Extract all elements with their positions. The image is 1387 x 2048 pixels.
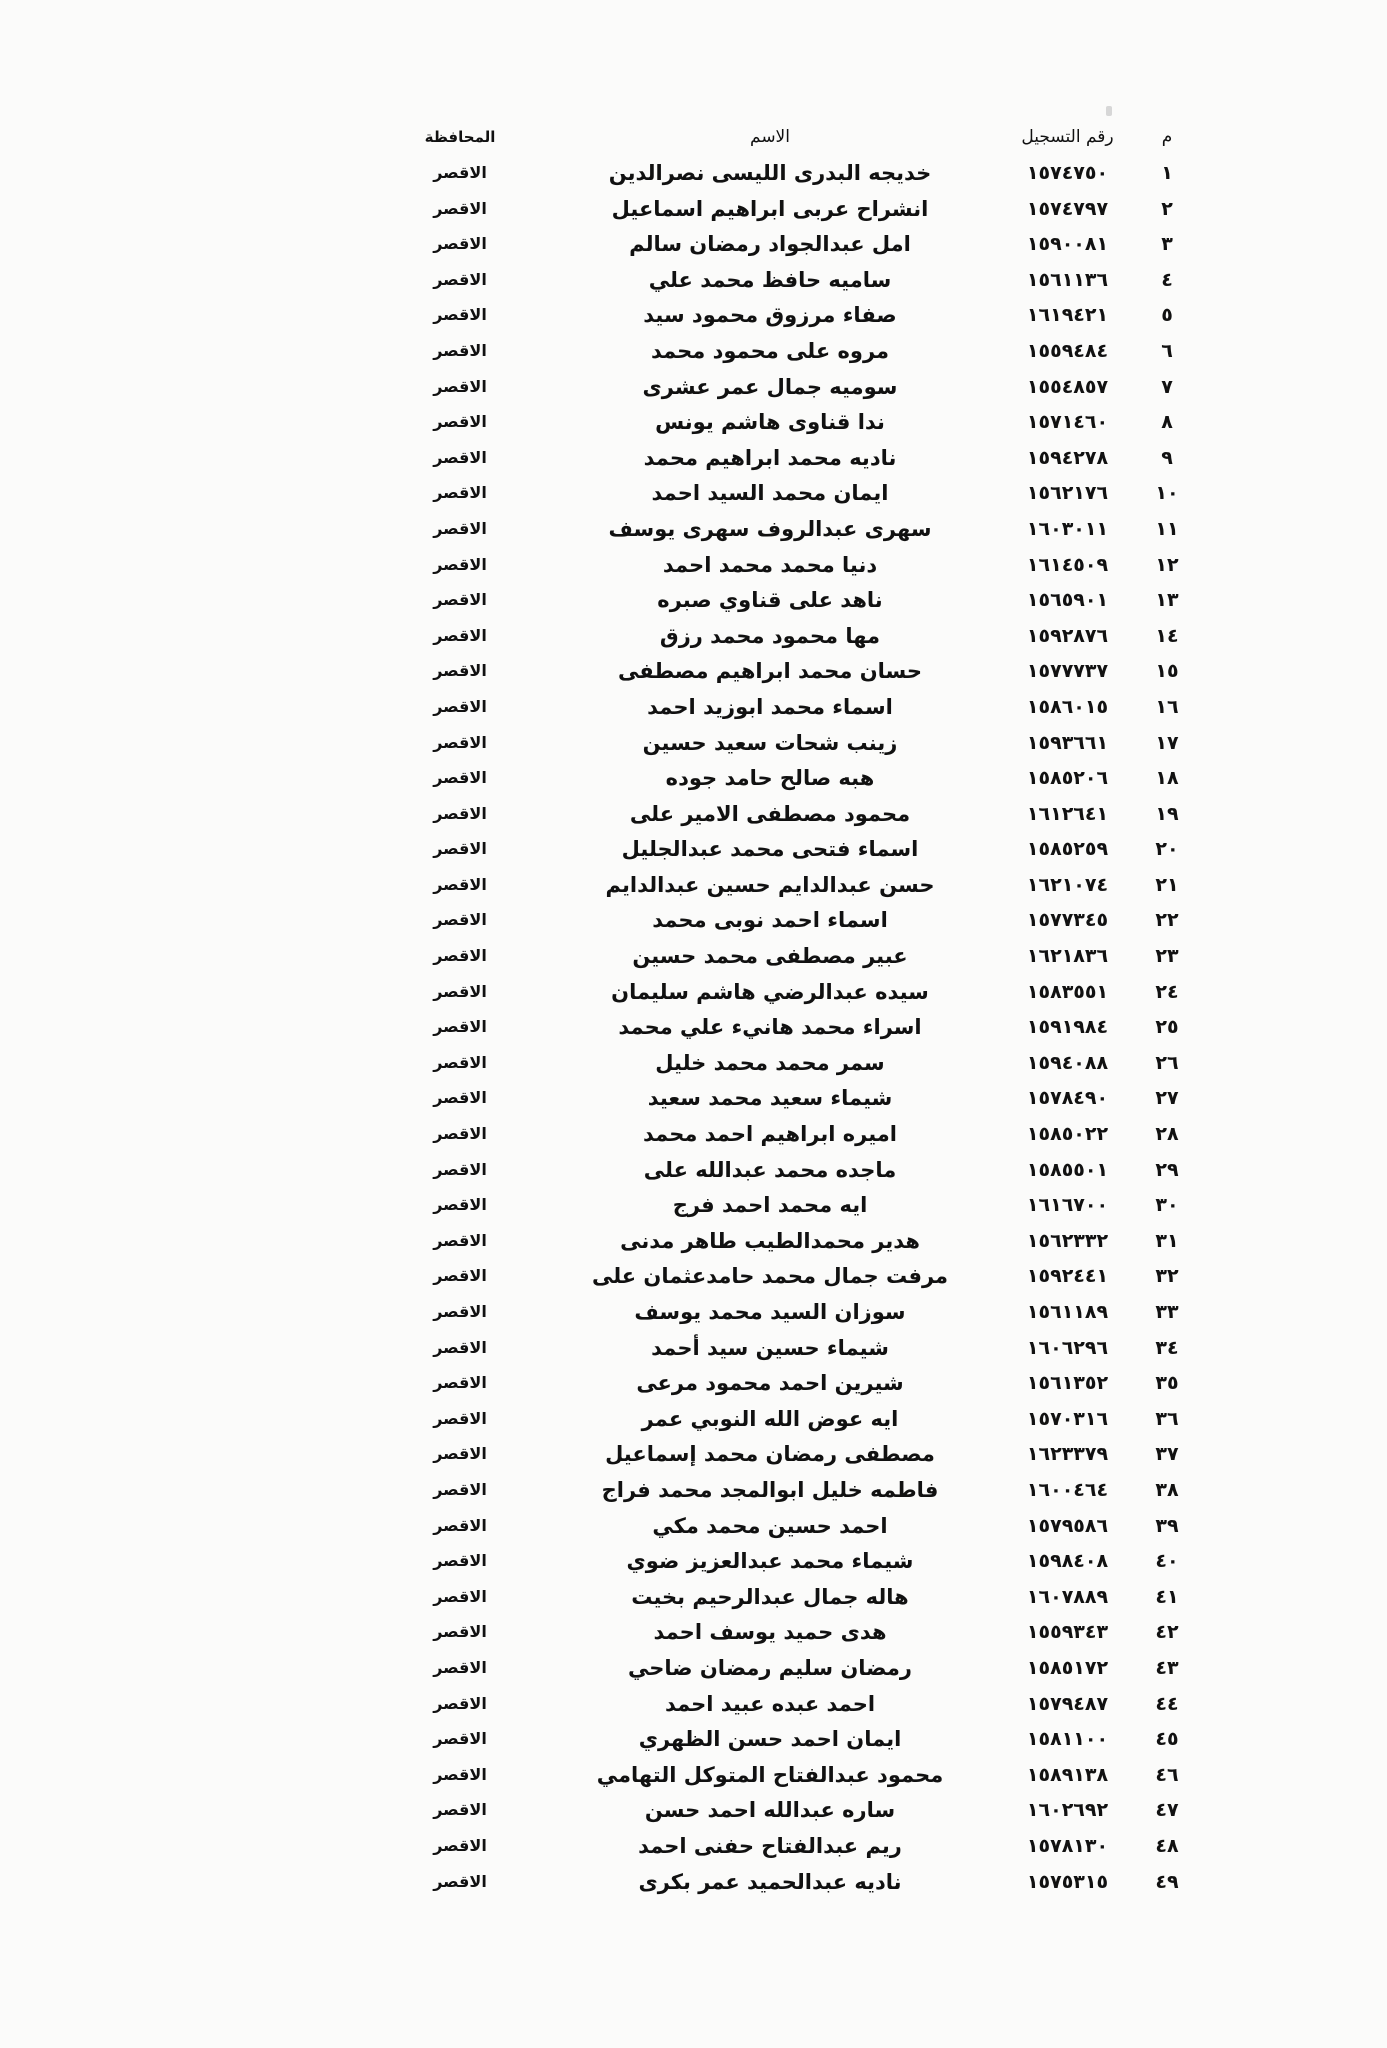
table-row	[395, 1724, 1185, 1760]
registration-number: ١٥٧٨٤٩٠	[1026, 1087, 1109, 1110]
person-name: ايه محمد احمد فرج	[672, 1193, 868, 1218]
governorate: الاقصر	[433, 696, 487, 716]
person-name: ماجده محمد عبدالله على	[643, 1157, 897, 1182]
registration-number: ١٥٧٥٣١٥	[1026, 1870, 1109, 1893]
row-number: ١٣	[1155, 589, 1179, 612]
row-number: ٢٢	[1155, 909, 1179, 932]
person-name: ساميه حافظ محمد علي	[648, 267, 892, 292]
table-row	[395, 1190, 1185, 1226]
person-name: ناديه عبدالحميد عمر بكرى	[638, 1869, 902, 1894]
governorate: الاقصر	[433, 1515, 487, 1535]
registration-number: ١٥٧٠٣١٦	[1026, 1407, 1109, 1430]
table-row	[395, 1795, 1185, 1831]
table-row	[395, 1867, 1185, 1903]
registration-number: ١٥٧٤٧٥٠	[1026, 162, 1109, 184]
registration-number: ١٥٥٤٨٥٧	[1026, 375, 1109, 398]
person-name: صفاء مرزوق محمود سيد	[643, 303, 897, 328]
governorate: الاقصر	[433, 340, 487, 360]
registration-number: ١٥٧٧٣٤٥	[1026, 909, 1109, 932]
governorate: الاقصر	[433, 376, 487, 396]
table-row	[395, 1439, 1185, 1475]
registration-number: ١٥٩٢٨٧٦	[1026, 624, 1109, 647]
table-row	[395, 870, 1185, 906]
row-number: ٤٦	[1155, 1763, 1179, 1786]
governorate: الاقصر	[433, 625, 487, 645]
registration-number: ١٦٢١٠٧٤	[1026, 873, 1109, 896]
person-name: ندا قناوى هاشم يونس	[655, 410, 885, 435]
person-name: محمود مصطفى الامير على	[629, 801, 911, 826]
row-number: ٣٣	[1155, 1301, 1179, 1323]
governorate: الاقصر	[433, 518, 487, 538]
registration-number: ١٥٩٤٢٧٨	[1026, 446, 1109, 469]
row-number: ٨	[1161, 411, 1173, 434]
governorate: الاقصر	[433, 1835, 487, 1855]
governorate: الاقصر	[433, 1408, 487, 1428]
table-header-row	[395, 122, 1185, 158]
governorate: الاقصر	[433, 1764, 487, 1784]
row-number: ١٦	[1155, 695, 1179, 718]
row-number: ١٧	[1155, 731, 1179, 754]
governorate: الاقصر	[433, 1373, 487, 1393]
table-row	[395, 799, 1185, 835]
row-number: ٣٢	[1155, 1265, 1179, 1288]
person-name: حسن عبدالدايم حسين عبدالدايم	[605, 872, 935, 897]
table-row	[395, 1226, 1185, 1262]
governorate: الاقصر	[433, 874, 487, 894]
person-name: محمود عبدالفتاح المتوكل التهامي	[596, 1762, 944, 1787]
row-number: ٢٠	[1155, 838, 1179, 861]
registration-number: ١٥٨٥٢٥٩	[1026, 838, 1109, 861]
registration-number: ١٦٠٠٤٦٤	[1026, 1478, 1109, 1501]
row-number: ٣٩	[1155, 1514, 1179, 1537]
registration-number: ١٥٦١٣٥٢	[1026, 1372, 1109, 1395]
governorate: الاقصر	[433, 1657, 487, 1677]
row-number: ٣٧	[1155, 1443, 1179, 1466]
table-row	[395, 1511, 1185, 1547]
table-row	[395, 763, 1185, 799]
governorate: الاقصر	[433, 661, 487, 681]
registration-roster-table	[395, 122, 1185, 1902]
registration-number: ١٥٧٩٤٨٧	[1026, 1692, 1109, 1715]
registration-number: ١٥٨٣٥٥١	[1026, 980, 1109, 1003]
row-number: ٣	[1161, 233, 1173, 256]
header-number: م	[1161, 127, 1173, 147]
person-name: سوزان السيد محمد يوسف	[634, 1300, 906, 1324]
governorate: الاقصر	[433, 1195, 487, 1215]
person-name: زينب شحات سعيد حسين	[642, 730, 898, 755]
row-number: ٤٨	[1155, 1834, 1179, 1857]
table-row	[395, 1261, 1185, 1297]
governorate: الاقصر	[433, 198, 487, 218]
person-name: رمضان سليم رمضان ضاحي	[628, 1655, 912, 1680]
row-number: ٢٥	[1155, 1016, 1179, 1039]
person-name: سمر محمد محمد خليل	[655, 1050, 885, 1075]
governorate: الاقصر	[433, 946, 487, 966]
row-number: ٤٠	[1155, 1550, 1179, 1573]
governorate: الاقصر	[433, 1017, 487, 1037]
registration-number: ١٥٨٩١٣٨	[1026, 1763, 1109, 1786]
governorate: الاقصر	[433, 1800, 487, 1820]
governorate: الاقصر	[433, 732, 487, 752]
person-name: شيماء حسين سيد أحمد	[651, 1335, 889, 1360]
registration-number: ١٥٩٢٤٤١	[1026, 1265, 1109, 1288]
table-row	[395, 585, 1185, 621]
row-number: ٤٩	[1155, 1870, 1179, 1893]
registration-number: ١٥٧٨١٣٠	[1026, 1834, 1109, 1857]
registration-number: ١٦١٩٤٢١	[1026, 304, 1109, 327]
row-number: ١٢	[1155, 553, 1179, 576]
registration-number: ١٥٧٩٥٨٦	[1026, 1514, 1109, 1537]
person-name: هاله جمال عبدالرحيم بخيت	[631, 1584, 909, 1609]
registration-number: ١٥٥٩٣٤٣	[1026, 1621, 1109, 1644]
person-name: مها محمود محمد رزق	[659, 623, 881, 648]
table-row	[395, 407, 1185, 443]
person-name: حسان محمد ابراهيم مصطفى	[617, 659, 923, 684]
table-row	[395, 1048, 1185, 1084]
registration-number: ١٥٨٥٠٢٢	[1026, 1123, 1109, 1146]
row-number: ٤	[1161, 268, 1173, 291]
person-name: مرفت جمال محمد حامدعثمان على	[591, 1264, 949, 1289]
row-number: ٢١	[1155, 873, 1179, 896]
governorate: الاقصر	[433, 1586, 487, 1606]
row-number: ٤٥	[1155, 1728, 1179, 1751]
registration-number: ١٥٧١٤٦٠	[1026, 411, 1109, 434]
row-number: ٤١	[1155, 1585, 1179, 1608]
table-row	[395, 692, 1185, 728]
governorate: الاقصر	[433, 1622, 487, 1642]
table-row	[395, 1297, 1185, 1333]
governorate: الاقصر	[433, 1230, 487, 1250]
person-name: فاطمه خليل ابوالمجد محمد فراج	[601, 1477, 939, 1502]
governorate: الاقصر	[433, 1159, 487, 1179]
registration-number: ١٥٦٥٩٠١	[1026, 589, 1109, 612]
row-number: ٢٤	[1155, 980, 1179, 1003]
header-governorate: المحافظة	[424, 128, 496, 146]
registration-number: ١٥٥٩٤٨٤	[1026, 339, 1109, 362]
row-number: ١١	[1155, 517, 1179, 540]
registration-number: ١٥٦١١٣٦	[1026, 268, 1109, 291]
row-number: ٢٧	[1155, 1087, 1179, 1110]
table-row	[395, 514, 1185, 550]
governorate: الاقصر	[433, 1479, 487, 1499]
person-name: اسراء محمد هانيء علي محمد	[618, 1015, 922, 1040]
table-row	[395, 1760, 1185, 1796]
person-name: هدى حميد يوسف احمد	[653, 1620, 887, 1645]
table-row	[395, 834, 1185, 870]
person-name: هبه صالح حامد جوده	[665, 766, 875, 791]
governorate: الاقصر	[433, 483, 487, 503]
row-number: ١٩	[1155, 802, 1179, 825]
table-row	[395, 372, 1185, 408]
table-row	[395, 300, 1185, 336]
registration-number: ١٥٨٥٥٠١	[1026, 1158, 1109, 1181]
registration-number: ١٥٧٧٧٣٧	[1026, 660, 1109, 683]
registration-number: ١٥٦٢١٧٦	[1026, 482, 1109, 505]
row-number: ٤٣	[1155, 1656, 1179, 1679]
row-number: ١٥	[1155, 660, 1179, 683]
governorate: الاقصر	[433, 1729, 487, 1749]
registration-number: ١٥٨١١٠٠	[1026, 1728, 1109, 1751]
row-number: ٤٢	[1155, 1621, 1179, 1644]
registration-number: ١٥٨٥٢٠٦	[1026, 767, 1109, 790]
row-number: ١٤	[1155, 624, 1179, 647]
registration-number: ١٦٠٦٢٩٦	[1026, 1336, 1109, 1359]
person-name: اميره ابراهيم احمد محمد	[643, 1122, 897, 1147]
governorate: الاقصر	[433, 1124, 487, 1144]
person-name: ناديه محمد ابراهيم محمد	[643, 445, 897, 470]
person-name: عبير مصطفى محمد حسين	[632, 944, 908, 969]
table-row	[395, 1368, 1185, 1404]
table-row	[395, 194, 1185, 230]
person-name: ناهد على قناوي صبره	[657, 588, 883, 613]
table-row	[395, 1831, 1185, 1867]
row-number: ٥	[1161, 304, 1173, 327]
registration-number: ١٦١٤٥٠٩	[1026, 553, 1109, 576]
governorate: الاقصر	[433, 839, 487, 859]
row-number: ٣٨	[1155, 1478, 1179, 1501]
header-name: الاسم	[750, 127, 790, 147]
person-name: انشراح عربى ابراهيم اسماعيل	[611, 196, 929, 221]
row-number: ٤٧	[1155, 1799, 1179, 1822]
table-row	[395, 158, 1185, 194]
governorate: الاقصر	[433, 768, 487, 788]
governorate: الاقصر	[433, 269, 487, 289]
person-name: اسماء احمد نوبى محمد	[652, 908, 888, 933]
registration-number: ١٦٠٣٠١١	[1026, 517, 1109, 540]
registration-number: ١٥٩٤٠٨٨	[1026, 1051, 1109, 1074]
table-row	[395, 478, 1185, 514]
table-row	[395, 1333, 1185, 1369]
person-name: خديجه البدرى الليسى نصرالدين	[608, 161, 932, 185]
governorate: الاقصر	[433, 1693, 487, 1713]
table-row	[395, 1475, 1185, 1511]
table-row	[395, 1404, 1185, 1440]
person-name: مصطفى رمضان محمد إسماعيل	[605, 1442, 935, 1467]
table-row	[395, 1012, 1185, 1048]
row-number: ٤٤	[1155, 1692, 1179, 1715]
person-name: سهرى عبدالروف سهرى يوسف	[608, 516, 932, 541]
registration-number: ١٥٨٦٠١٥	[1026, 695, 1109, 718]
governorate: الاقصر	[433, 1444, 487, 1464]
header-registration-number: رقم التسجيل	[1021, 127, 1114, 147]
table-row	[395, 336, 1185, 372]
registration-number: ١٦١٦٧٠٠	[1026, 1194, 1109, 1217]
table-row	[395, 1617, 1185, 1653]
table-row	[395, 941, 1185, 977]
person-name: مروه على محمود محمد	[650, 338, 890, 363]
table-row	[395, 656, 1185, 692]
governorate: الاقصر	[433, 163, 487, 182]
row-number: ٧	[1161, 375, 1173, 398]
governorate: الاقصر	[433, 1551, 487, 1571]
governorate: الاقصر	[433, 412, 487, 432]
table-body	[395, 158, 1185, 1902]
table-row	[395, 905, 1185, 941]
governorate: الاقصر	[433, 1052, 487, 1072]
table-row	[395, 1083, 1185, 1119]
registration-number: ١٦١٢٦٤١	[1026, 802, 1109, 825]
table-row	[395, 550, 1185, 586]
row-number: ٦	[1161, 339, 1173, 362]
table-row	[395, 229, 1185, 265]
person-name: احمد حسين محمد مكي	[652, 1513, 888, 1538]
row-number: ٣٠	[1155, 1194, 1179, 1217]
person-name: شيماء سعيد محمد سعيد	[647, 1086, 893, 1111]
governorate: الاقصر	[433, 910, 487, 930]
person-name: ايه عوض الله النوبي عمر	[641, 1406, 899, 1431]
table-row	[395, 728, 1185, 764]
person-name: احمد عبده عبيد احمد	[664, 1691, 876, 1716]
row-number: ٢٣	[1155, 945, 1179, 968]
table-row	[395, 1582, 1185, 1618]
governorate: الاقصر	[433, 234, 487, 254]
registration-number: ١٦٠٢٦٩٢	[1026, 1799, 1109, 1822]
governorate: الاقصر	[433, 803, 487, 823]
person-name: امل عبدالجواد رمضان سالم	[629, 232, 911, 257]
row-number: ٣٦	[1155, 1407, 1179, 1430]
row-number: ١٨	[1155, 767, 1179, 790]
person-name: ساره عبدالله احمد حسن	[644, 1798, 896, 1823]
person-name: ريم عبدالفتاح حفنى احمد	[638, 1833, 902, 1858]
governorate: الاقصر	[433, 981, 487, 1001]
governorate: الاقصر	[433, 1337, 487, 1357]
person-name: ايمان محمد السيد احمد	[651, 481, 889, 506]
registration-number: ١٦٢١٨٣٦	[1026, 945, 1109, 968]
table-row	[395, 443, 1185, 479]
governorate: الاقصر	[433, 590, 487, 610]
registration-number: ١٥٦١١٨٩	[1026, 1301, 1109, 1323]
governorate: الاقصر	[433, 1088, 487, 1108]
row-number: ٩	[1161, 446, 1173, 469]
row-number: ١٠	[1155, 482, 1179, 505]
governorate: الاقصر	[433, 554, 487, 574]
row-number: ٣١	[1155, 1229, 1179, 1252]
row-number: ٢	[1161, 197, 1173, 220]
registration-number: ١٥٩٨٤٠٨	[1026, 1550, 1109, 1573]
person-name: شيماء محمد عبدالعزيز ضوي	[626, 1549, 914, 1574]
person-name: ايمان احمد حسن الظهري	[638, 1727, 902, 1752]
person-name: دنيا محمد محمد احمد	[662, 552, 878, 577]
governorate: الاقصر	[433, 1266, 487, 1286]
registration-number: ١٥٨٥١٧٢	[1026, 1656, 1109, 1679]
person-name: اسماء فتحى محمد عبدالجليل	[621, 837, 919, 862]
table-row	[395, 621, 1185, 657]
table-row	[395, 1546, 1185, 1582]
governorate: الاقصر	[433, 447, 487, 467]
row-number: ٢٩	[1155, 1158, 1179, 1181]
scan-speck	[1106, 106, 1112, 116]
table-row	[395, 1653, 1185, 1689]
governorate: الاقصر	[433, 305, 487, 325]
person-name: هدير محمدالطيب طاهر مدنى	[620, 1228, 920, 1253]
table-row	[395, 265, 1185, 301]
registration-number: ١٥٩٣٦٦١	[1026, 731, 1109, 754]
table-row	[395, 1689, 1185, 1725]
governorate: الاقصر	[433, 1871, 487, 1891]
table-row	[395, 977, 1185, 1013]
table-row	[395, 1155, 1185, 1191]
person-name: سيده عبدالرضي هاشم سليمان	[611, 979, 929, 1004]
row-number: ٣٥	[1155, 1372, 1179, 1395]
governorate: الاقصر	[433, 1302, 487, 1321]
table-row	[395, 1119, 1185, 1155]
registration-number: ١٥٧٤٧٩٧	[1026, 197, 1109, 220]
row-number: ٣٤	[1155, 1336, 1179, 1359]
registration-number: ١٥٩٠٠٨١	[1026, 233, 1109, 256]
person-name: اسماء محمد ابوزيد احمد	[647, 694, 893, 719]
row-number: ٢٦	[1155, 1051, 1179, 1074]
registration-number: ١٥٩١٩٨٤	[1026, 1016, 1109, 1039]
person-name: شيرين احمد محمود مرعى	[636, 1371, 904, 1396]
registration-number: ١٦٢٣٣٧٩	[1026, 1443, 1109, 1466]
row-number: ١	[1161, 162, 1173, 184]
row-number: ٢٨	[1155, 1123, 1179, 1146]
registration-number: ١٦٠٧٨٨٩	[1026, 1585, 1109, 1608]
person-name: سوميه جمال عمر عشرى	[642, 374, 898, 399]
registration-number: ١٥٦٢٣٣٢	[1026, 1229, 1109, 1252]
